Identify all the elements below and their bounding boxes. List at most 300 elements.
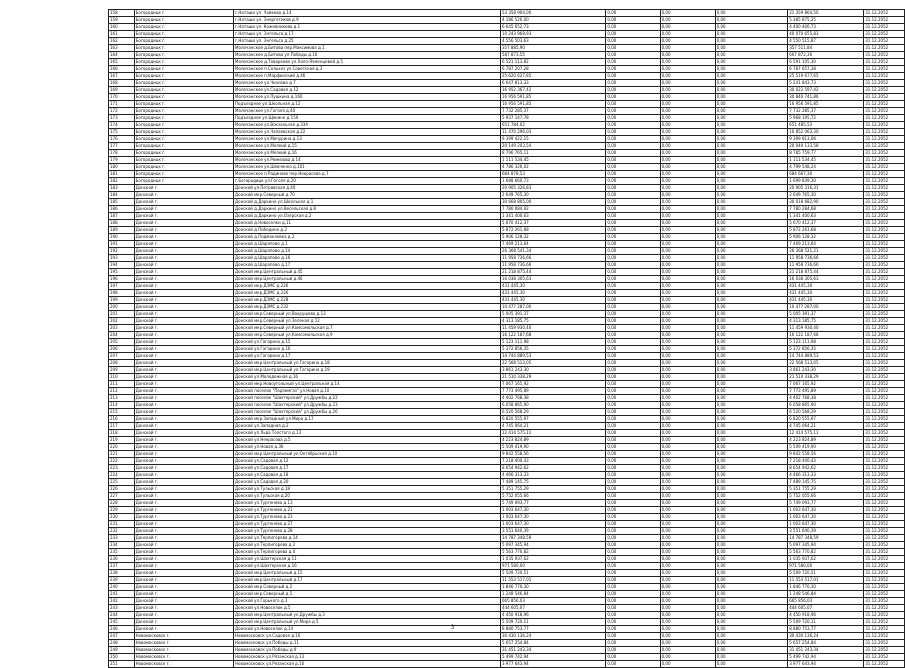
- cell-settlement: Донской г.: [134, 444, 233, 451]
- cell-due-date: 31.12.2052: [864, 38, 905, 45]
- cell-amount-2: 0,00: [606, 73, 660, 80]
- cell-amount-1: 16 952 367,42: [500, 87, 605, 94]
- table-row: [109, 80, 905, 87]
- cell-due-date: 31.12.2052: [864, 633, 905, 640]
- cell-address: Донской ул.Тургенева д.13: [234, 500, 501, 507]
- cell-settlement: Богородицк г.: [134, 150, 233, 157]
- cell-amount-5: 10 477 287,00: [788, 304, 864, 311]
- cell-amount-2: 0,00: [606, 367, 660, 374]
- cell-amount-1: 357 885,90: [500, 45, 605, 52]
- cell-amount-2: 0,00: [606, 528, 660, 535]
- cell-address: Донской ул.Новоселок д.5: [234, 605, 501, 612]
- cell-due-date: 31.12.2052: [864, 199, 905, 206]
- table-row: [109, 423, 905, 430]
- table-row: [109, 122, 905, 129]
- cell-row-number: 176: [109, 136, 135, 143]
- cell-row-number: 235: [109, 549, 135, 556]
- cell-amount-5: 20 905 316,31: [788, 185, 864, 192]
- cell-amount-1: 3 861 243,30: [500, 367, 605, 374]
- cell-settlement: Богородицк г.: [134, 24, 233, 31]
- cell-amount-1: 20 149 203,54: [500, 143, 605, 150]
- cell-amount-5: 7 773 495,89: [788, 388, 864, 395]
- cell-address: Молочанское п.Радиново пер.Некрасова д.7: [234, 171, 501, 178]
- table-row: [109, 24, 905, 31]
- cell-settlement: Донской г.: [134, 374, 233, 381]
- cell-amount-2: 0,00: [606, 206, 660, 213]
- cell-address: Молочанское ул.Мелкий д.16: [234, 150, 501, 157]
- cell-settlement: Богородицк г.: [134, 122, 233, 129]
- cell-row-number: 207: [109, 353, 135, 360]
- table-row: [109, 192, 905, 199]
- cell-amount-4: 0,00: [715, 486, 788, 493]
- table-row: [109, 227, 905, 234]
- cell-due-date: 31.12.2052: [864, 157, 905, 164]
- cell-address: Донской д.Подмокловка д.2: [234, 234, 501, 241]
- cell-amount-3: 0,00: [660, 129, 715, 136]
- cell-amount-2: 0,00: [606, 472, 660, 479]
- cell-row-number: 241: [109, 591, 135, 598]
- cell-address: Донской д.Даркино ул.Озерская д.2: [234, 213, 501, 220]
- cell-amount-4: 0,00: [715, 367, 788, 374]
- cell-amount-4: 0,00: [715, 101, 788, 108]
- cell-amount-2: 0,00: [606, 262, 660, 269]
- cell-settlement: Донской г.: [134, 241, 233, 248]
- table-row: [109, 199, 905, 206]
- cell-due-date: 31.12.2052: [864, 59, 905, 66]
- cell-amount-1: 5 657 254,84: [500, 640, 605, 647]
- cell-settlement: Донской г.: [134, 367, 233, 374]
- table-row: [109, 514, 905, 521]
- cell-amount-4: 0,00: [715, 318, 788, 325]
- cell-row-number: 229: [109, 507, 135, 514]
- table-row: [109, 612, 905, 619]
- cell-row-number: 188: [109, 220, 135, 227]
- table-row: [109, 290, 905, 297]
- cell-settlement: Донской г.: [134, 605, 233, 612]
- cell-due-date: 31.12.2052: [864, 94, 905, 101]
- cell-due-date: 31.12.2052: [864, 332, 905, 339]
- cell-amount-3: 0,00: [660, 185, 715, 192]
- table-row: [109, 87, 905, 94]
- cell-due-date: 31.12.2052: [864, 542, 905, 549]
- cell-row-number: 233: [109, 535, 135, 542]
- table-row: [109, 500, 905, 507]
- cell-amount-3: 0,00: [660, 451, 715, 458]
- cell-amount-5: 5 657 254,84: [788, 640, 864, 647]
- cell-address: Молочанское д.Битова пер.Максимова д.1: [234, 45, 501, 52]
- cell-amount-2: 0,00: [606, 311, 660, 318]
- cell-amount-1: 30 430 136,24: [500, 633, 605, 640]
- cell-amount-4: 0,00: [715, 619, 788, 626]
- cell-address: Донской ул.Тургенева д.21: [234, 507, 501, 514]
- cell-amount-4: 0,00: [715, 563, 788, 570]
- cell-row-number: 236: [109, 556, 135, 563]
- cell-amount-4: 0,00: [715, 654, 788, 661]
- cell-due-date: 31.12.2052: [864, 31, 905, 38]
- cell-settlement: Донской г.: [134, 262, 233, 269]
- cell-amount-2: 0,00: [606, 640, 660, 647]
- cell-due-date: 31.12.2052: [864, 493, 905, 500]
- cell-settlement: Богородицк г.: [134, 10, 233, 17]
- table-row: [109, 213, 905, 220]
- cell-settlement: Донской г.: [134, 465, 233, 472]
- cell-address: Донской поселок "Шахтерский" ул.Дружбы д.23: [234, 402, 501, 409]
- cell-amount-2: 0,00: [606, 17, 660, 24]
- cell-amount-1: 587 873,55: [500, 52, 605, 59]
- cell-amount-3: 0,00: [660, 59, 715, 66]
- table-row: [109, 381, 905, 388]
- cell-due-date: 31.12.2052: [864, 234, 905, 241]
- cell-amount-5: 6 591 105,30: [788, 59, 864, 66]
- table-row: [109, 416, 905, 423]
- cell-amount-3: 0,00: [660, 395, 715, 402]
- cell-amount-5: 7 067 165,92: [788, 381, 864, 388]
- cell-amount-4: 0,00: [715, 633, 788, 640]
- cell-amount-2: 0,00: [606, 66, 660, 73]
- cell-amount-1: 11 958 736,66: [500, 255, 605, 262]
- cell-amount-4: 0,00: [715, 38, 788, 45]
- cell-amount-4: 0,00: [715, 185, 788, 192]
- cell-amount-1: 651 784,02: [500, 122, 605, 129]
- cell-due-date: 31.12.2052: [864, 451, 905, 458]
- cell-address: Молочанское ул.Чапаевская д.22: [234, 129, 501, 136]
- cell-amount-1: 5 509 720,51: [500, 570, 605, 577]
- table-row: [109, 521, 905, 528]
- cell-amount-2: 0,00: [606, 479, 660, 486]
- cell-due-date: 31.12.2052: [864, 346, 905, 353]
- cell-amount-4: 0,00: [715, 423, 788, 430]
- cell-amount-1: 9 399 422,15: [500, 136, 605, 143]
- cell-amount-1: 9 842 558,56: [500, 451, 605, 458]
- cell-row-number: 222: [109, 458, 135, 465]
- cell-settlement: Донской г.: [134, 514, 233, 521]
- cell-amount-1: 22 568 513,05: [500, 360, 605, 367]
- cell-address: г.Наташи ул. Энгельса д.17: [234, 31, 501, 38]
- cell-address: Донской д.Шарапово д.1: [234, 241, 501, 248]
- cell-amount-2: 0,00: [606, 458, 660, 465]
- cell-amount-2: 0,00: [606, 290, 660, 297]
- cell-row-number: 203: [109, 325, 135, 332]
- cell-amount-4: 0,00: [715, 311, 788, 318]
- cell-amount-3: 0,00: [660, 605, 715, 612]
- cell-settlement: Богородицк г.: [134, 94, 233, 101]
- table-row: [109, 633, 905, 640]
- cell-amount-1: 5 499 742,94: [500, 654, 605, 661]
- cell-address: Донской ул.Некрасова д.5: [234, 437, 501, 444]
- cell-settlement: Донской г.: [134, 409, 233, 416]
- cell-due-date: 31.12.2052: [864, 409, 905, 416]
- cell-amount-5: 5 752 055,66: [788, 493, 864, 500]
- cell-row-number: 217: [109, 423, 135, 430]
- cell-amount-3: 0,00: [660, 17, 715, 24]
- cell-address: г.Наташи ул. Чайкова д.14: [234, 10, 501, 17]
- cell-amount-4: 0,00: [715, 416, 788, 423]
- cell-amount-4: 0,00: [715, 612, 788, 619]
- cell-amount-1: 6 647 813,33: [500, 80, 605, 87]
- cell-amount-1: 12 414 575,11: [500, 430, 605, 437]
- cell-amount-3: 0,00: [660, 549, 715, 556]
- cell-row-number: 210: [109, 374, 135, 381]
- cell-amount-2: 0,00: [606, 143, 660, 150]
- cell-amount-3: 0,00: [660, 647, 715, 654]
- cell-amount-1: 11 459 930,40: [500, 325, 605, 332]
- cell-amount-1: 16 038 305,63: [500, 276, 605, 283]
- cell-amount-5: 1 248 546,84: [788, 591, 864, 598]
- cell-amount-5: 1 341 400,63: [788, 213, 864, 220]
- cell-amount-4: 0,00: [715, 507, 788, 514]
- cell-amount-1: 5 937 147,78: [500, 115, 605, 122]
- cell-row-number: 170: [109, 94, 135, 101]
- cell-amount-1: 3 551 640,39: [500, 528, 605, 535]
- cell-amount-1: 20 905 326,83: [500, 185, 605, 192]
- cell-amount-2: 0,00: [606, 192, 660, 199]
- cell-address: Донской мкр.Центральный ул.Октябрьская д.10: [234, 451, 501, 458]
- cell-amount-5: 5 351 755,29: [788, 486, 864, 493]
- cell-row-number: 223: [109, 465, 135, 472]
- cell-due-date: 31.12.2052: [864, 206, 905, 213]
- cell-amount-2: 0,00: [606, 38, 660, 45]
- cell-address: Донской ул.Гагарина д.16: [234, 346, 501, 353]
- cell-due-date: 31.12.2052: [864, 374, 905, 381]
- cell-address: Донской мкр.Западный ул.Мира д.17: [234, 416, 501, 423]
- cell-address: Донской мкр.Северный д.70: [234, 192, 501, 199]
- cell-address: Подъездное ул.Щекино д.150: [234, 115, 501, 122]
- cell-amount-2: 0,00: [606, 185, 660, 192]
- cell-address: Донской мкр.Центральный ул.Гагарина д.19: [234, 367, 501, 374]
- cell-amount-1: 7 067 165,92: [500, 381, 605, 388]
- table-row: [109, 486, 905, 493]
- cell-amount-3: 0,00: [660, 367, 715, 374]
- cell-settlement: Богородицк г.: [134, 38, 233, 45]
- cell-amount-4: 0,00: [715, 465, 788, 472]
- cell-amount-1: 1 003 647,30: [500, 514, 605, 521]
- table-row: [109, 367, 905, 374]
- cell-settlement: Богородицк г.: [134, 80, 233, 87]
- cell-settlement: Богородицк г.: [134, 31, 233, 38]
- cell-due-date: 31.12.2052: [864, 514, 905, 521]
- cell-due-date: 31.12.2052: [864, 423, 905, 430]
- cell-amount-4: 0,00: [715, 339, 788, 346]
- cell-settlement: Богородицк г.: [134, 115, 233, 122]
- cell-amount-2: 0,00: [606, 94, 660, 101]
- table-row: [109, 150, 905, 157]
- cell-amount-3: 0,00: [660, 255, 715, 262]
- cell-amount-2: 0,00: [606, 605, 660, 612]
- cell-due-date: 31.12.2052: [864, 24, 905, 31]
- cell-row-number: 238: [109, 570, 135, 577]
- cell-amount-2: 0,00: [606, 255, 660, 262]
- cell-row-number: 198: [109, 290, 135, 297]
- cell-settlement: Донской г.: [134, 360, 233, 367]
- table-row: [109, 269, 905, 276]
- cell-amount-3: 0,00: [660, 486, 715, 493]
- cell-address: Донской поселок "Шахтерский" ул.Дружбы д.26: [234, 409, 501, 416]
- table-row: [109, 654, 905, 661]
- cell-due-date: 31.12.2052: [864, 395, 905, 402]
- cell-amount-1: 16 122 187,68: [500, 332, 605, 339]
- table-row: [109, 598, 905, 605]
- cell-amount-4: 0,00: [715, 626, 788, 633]
- cell-row-number: 186: [109, 206, 135, 213]
- cell-amount-2: 0,00: [606, 451, 660, 458]
- table-row: [109, 94, 905, 101]
- cell-amount-1: 431 445,30: [500, 297, 605, 304]
- table-row: [109, 17, 905, 24]
- cell-amount-3: 0,00: [660, 290, 715, 297]
- table-row: [109, 437, 905, 444]
- cell-amount-3: 0,00: [660, 122, 715, 129]
- cell-settlement: Донской г.: [134, 346, 233, 353]
- cell-address: Молочанское д.Товарково ул.Хала-Ячменцевой д.5: [234, 59, 501, 66]
- cell-amount-2: 0,00: [606, 465, 660, 472]
- cell-amount-2: 0,00: [606, 248, 660, 255]
- table-row: [109, 661, 905, 668]
- cell-amount-3: 0,00: [660, 332, 715, 339]
- cell-amount-2: 0,00: [606, 136, 660, 143]
- cell-row-number: 171: [109, 101, 135, 108]
- cell-row-number: 209: [109, 367, 135, 374]
- cell-amount-4: 0,00: [715, 269, 788, 276]
- cell-amount-2: 0,00: [606, 220, 660, 227]
- table-row: [109, 255, 905, 262]
- cell-amount-4: 0,00: [715, 661, 788, 668]
- cell-amount-2: 0,00: [606, 577, 660, 584]
- table-row: [109, 318, 905, 325]
- cell-due-date: 31.12.2052: [864, 647, 905, 654]
- cell-settlement: Богородицк г.: [134, 59, 233, 66]
- cell-due-date: 31.12.2052: [864, 556, 905, 563]
- cell-settlement: Богородицк г.: [134, 45, 233, 52]
- cell-amount-5: 651 485,53: [788, 122, 864, 129]
- cell-amount-5: 6 787 657,38: [788, 66, 864, 73]
- cell-amount-1: 5 372 856,35: [500, 346, 605, 353]
- cell-amount-1: 7 732 285,37: [500, 108, 605, 115]
- table-row: [109, 220, 905, 227]
- cell-row-number: 216: [109, 416, 135, 423]
- cell-address: Донской мкр.Северный ул.Комсомольская д.9: [234, 332, 501, 339]
- cell-due-date: 31.12.2052: [864, 185, 905, 192]
- cell-settlement: Донской г.: [134, 269, 233, 276]
- cell-settlement: Богородицк г.: [134, 136, 233, 143]
- cell-amount-4: 0,00: [715, 514, 788, 521]
- cell-amount-2: 0,00: [606, 339, 660, 346]
- table-row: [109, 570, 905, 577]
- cell-amount-5: 684 667,30: [788, 171, 864, 178]
- table-row: [109, 339, 905, 346]
- cell-due-date: 31.12.2052: [864, 66, 905, 73]
- cell-due-date: 31.12.2052: [864, 430, 905, 437]
- cell-amount-4: 0,00: [715, 220, 788, 227]
- cell-amount-4: 0,00: [715, 598, 788, 605]
- cell-due-date: 31.12.2052: [864, 178, 905, 185]
- cell-amount-5: 5 385 875,25: [788, 17, 864, 24]
- cell-address: Молочанское ул.Вокзальная д.33А: [234, 122, 501, 129]
- cell-settlement: Новомосковск г.: [134, 647, 233, 654]
- cell-row-number: 183: [109, 185, 135, 192]
- table-row: [109, 542, 905, 549]
- cell-amount-4: 0,00: [715, 17, 788, 24]
- cell-due-date: 31.12.2052: [864, 115, 905, 122]
- cell-amount-5: 20 049 133,58: [788, 143, 864, 150]
- cell-row-number: 197: [109, 283, 135, 290]
- cell-amount-5: 4 400 400,73: [788, 24, 864, 31]
- cell-due-date: 31.12.2052: [864, 101, 905, 108]
- cell-amount-3: 0,00: [660, 171, 715, 178]
- cell-amount-1: 5 752 055,66: [500, 493, 605, 500]
- cell-row-number: 177: [109, 143, 135, 150]
- cell-settlement: Донской г.: [134, 584, 233, 591]
- table-row: [109, 472, 905, 479]
- cell-amount-3: 0,00: [660, 661, 715, 668]
- cell-amount-3: 0,00: [660, 311, 715, 318]
- cell-amount-3: 0,00: [660, 178, 715, 185]
- cell-settlement: Донской г.: [134, 395, 233, 402]
- cell-due-date: 31.12.2052: [864, 10, 905, 17]
- cell-address: Молочанское ул.Чкалова д.7: [234, 80, 501, 87]
- cell-amount-5: 5 563 770,82: [788, 549, 864, 556]
- cell-amount-3: 0,00: [660, 199, 715, 206]
- cell-due-date: 31.12.2052: [864, 269, 905, 276]
- cell-amount-1: 7 469 213,64: [500, 241, 605, 248]
- cell-settlement: Донской г.: [134, 563, 233, 570]
- table-row: [109, 38, 905, 45]
- cell-settlement: Новомосковск г.: [134, 640, 233, 647]
- cell-amount-5: 1 846 770,30: [788, 584, 864, 591]
- cell-row-number: 220: [109, 444, 135, 451]
- cell-settlement: Донской г.: [134, 451, 233, 458]
- cell-due-date: 31.12.2052: [864, 80, 905, 87]
- cell-settlement: Донской г.: [134, 619, 233, 626]
- cell-amount-1: 971 580,00: [500, 563, 605, 570]
- cell-due-date: 31.12.2052: [864, 213, 905, 220]
- cell-amount-4: 0,00: [715, 262, 788, 269]
- cell-amount-2: 0,00: [606, 626, 660, 633]
- cell-due-date: 31.12.2052: [864, 297, 905, 304]
- cell-amount-4: 0,00: [715, 479, 788, 486]
- cell-amount-3: 0,00: [660, 521, 715, 528]
- cell-amount-4: 0,00: [715, 395, 788, 402]
- cell-row-number: 240: [109, 584, 135, 591]
- cell-settlement: Донской г.: [134, 612, 233, 619]
- cell-amount-2: 0,00: [606, 297, 660, 304]
- cell-amount-1: 30 668 805,00: [500, 199, 605, 206]
- cell-address: Донской мкр.ДЗМС д.228: [234, 297, 501, 304]
- cell-amount-3: 0,00: [660, 507, 715, 514]
- cell-row-number: 191: [109, 241, 135, 248]
- cell-address: Донской мкр.ДЗМС д.232: [234, 304, 501, 311]
- cell-row-number: 194: [109, 262, 135, 269]
- cell-amount-1: 53 358 904,00: [500, 10, 605, 17]
- cell-settlement: Богородицк г.: [134, 66, 233, 73]
- cell-settlement: Новомосковск г.: [134, 661, 233, 668]
- page-number: 3: [450, 624, 455, 631]
- cell-amount-5: 5 509 419,90: [788, 444, 864, 451]
- cell-amount-1: 2 649 765,30: [500, 192, 605, 199]
- cell-due-date: 31.12.2052: [864, 619, 905, 626]
- cell-amount-5: 2 649 765,30: [788, 192, 864, 199]
- cell-amount-3: 0,00: [660, 304, 715, 311]
- cell-row-number: 189: [109, 227, 135, 234]
- table-row: [109, 283, 905, 290]
- cell-amount-5: 7 780 284,68: [788, 206, 864, 213]
- cell-due-date: 31.12.2052: [864, 577, 905, 584]
- cell-amount-1: 8 796 765,11: [500, 150, 605, 157]
- cell-amount-1: 6 520 568,29: [500, 409, 605, 416]
- table-row: [109, 374, 905, 381]
- cell-address: Донской ул.Тургенева д.27: [234, 521, 501, 528]
- cell-amount-5: 357 511,84: [788, 45, 864, 52]
- table-row: [109, 185, 905, 192]
